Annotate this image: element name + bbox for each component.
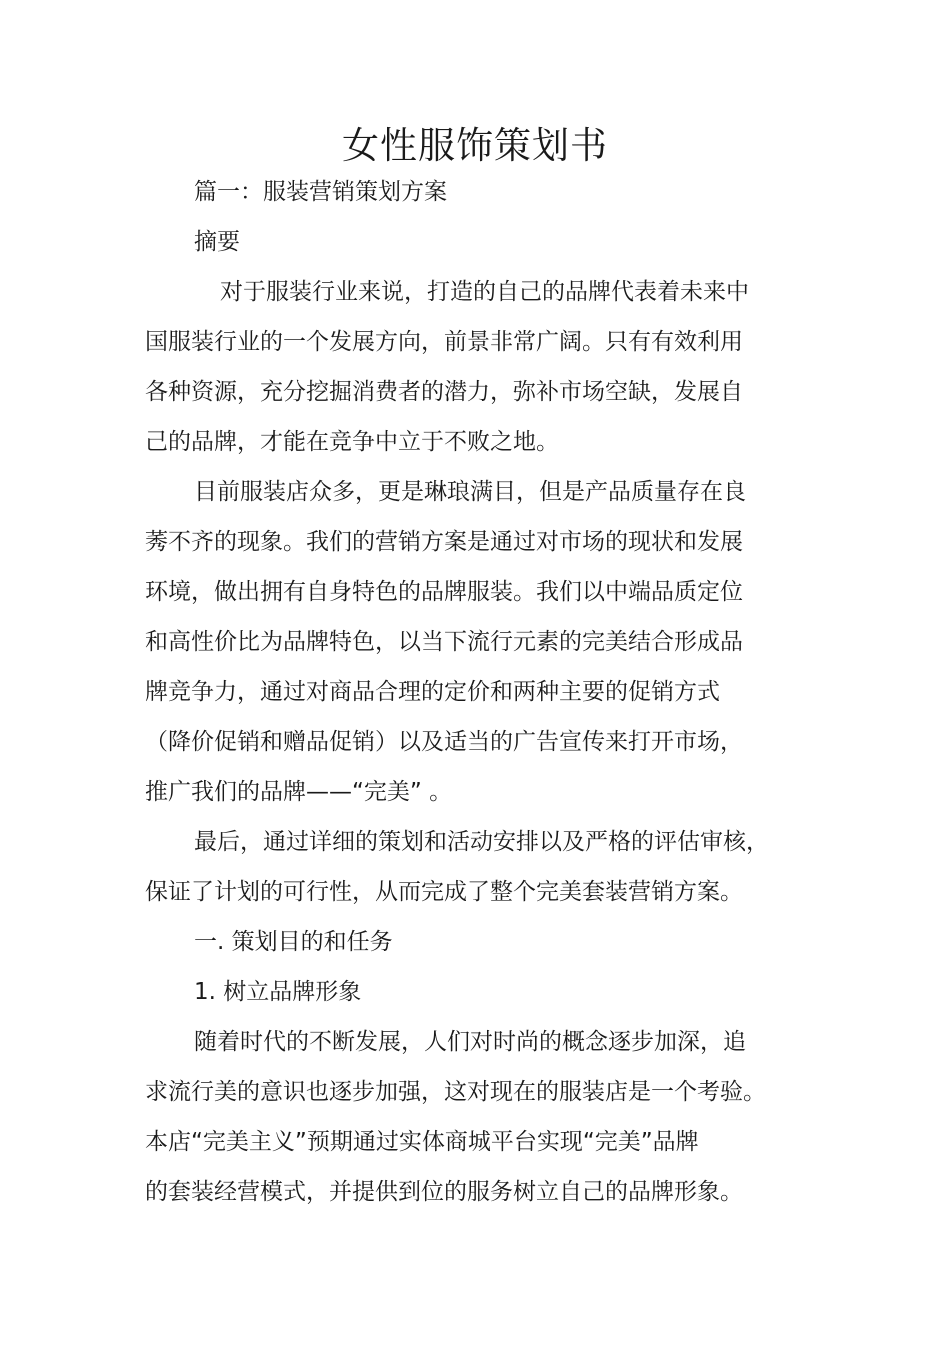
paragraph-line: 最后，通过详细的策划和活动安排以及严格的评估审核，: [194, 829, 769, 855]
paragraph-line: 随着时代的不断发展，人们对时尚的概念逐步加深，追: [194, 1029, 746, 1055]
paragraph-line: 目前服装店众多，更是琳琅满目，但是产品质量存在良: [194, 479, 746, 505]
paragraph-line: 各种资源，充分挖掘消费者的潜力，弥补市场空缺，发展自: [145, 379, 743, 405]
paragraph-line: （降价促销和赠品促销）以及适当的广告宣传来打开市场，: [145, 729, 743, 755]
paragraph-line: 环境，做出拥有自身特色的品牌服装。我们以中端品质定位: [145, 579, 743, 605]
paragraph-line: 牌竞争力，通过对商品合理的定价和两种主要的促销方式: [145, 679, 720, 705]
subsection-heading-brand-image: 1. 树立品牌形象: [194, 979, 362, 1005]
section-heading-part-one: 篇一：服装营销策划方案: [194, 179, 447, 205]
paragraph-line: 和高性价比为品牌特色，以当下流行元素的完美结合形成品: [145, 629, 743, 655]
section-heading-purpose: 一. 策划目的和任务: [194, 929, 393, 955]
paragraph-line: 的套装经营模式，并提供到位的服务树立自己的品牌形象。: [145, 1179, 743, 1205]
paragraph-line: 国服装行业的一个发展方向，前景非常广阔。只有有效利用: [145, 329, 743, 355]
paragraph-line: 己的品牌，才能在竞争中立于不败之地。: [145, 429, 559, 455]
paragraph-line: 保证了计划的可行性，从而完成了整个完美套装营销方案。: [145, 879, 743, 905]
paragraph-line: 对于服装行业来说，打造的自己的品牌代表着未来中: [220, 279, 749, 305]
paragraph-line: 求流行美的意识也逐步加强，这对现在的服装店是一个考验。: [145, 1079, 766, 1105]
paragraph-line: 本店“完美主义”预期通过实体商城平台实现“完美”品牌: [145, 1129, 699, 1155]
paragraph-line: 莠不齐的现象。我们的营销方案是通过对市场的现状和发展: [145, 529, 743, 555]
abstract-heading: 摘要: [194, 229, 240, 255]
document-title: 女性服饰策划书: [342, 124, 608, 167]
paragraph-line: 推广我们的品牌——“完美” 。: [145, 779, 453, 805]
